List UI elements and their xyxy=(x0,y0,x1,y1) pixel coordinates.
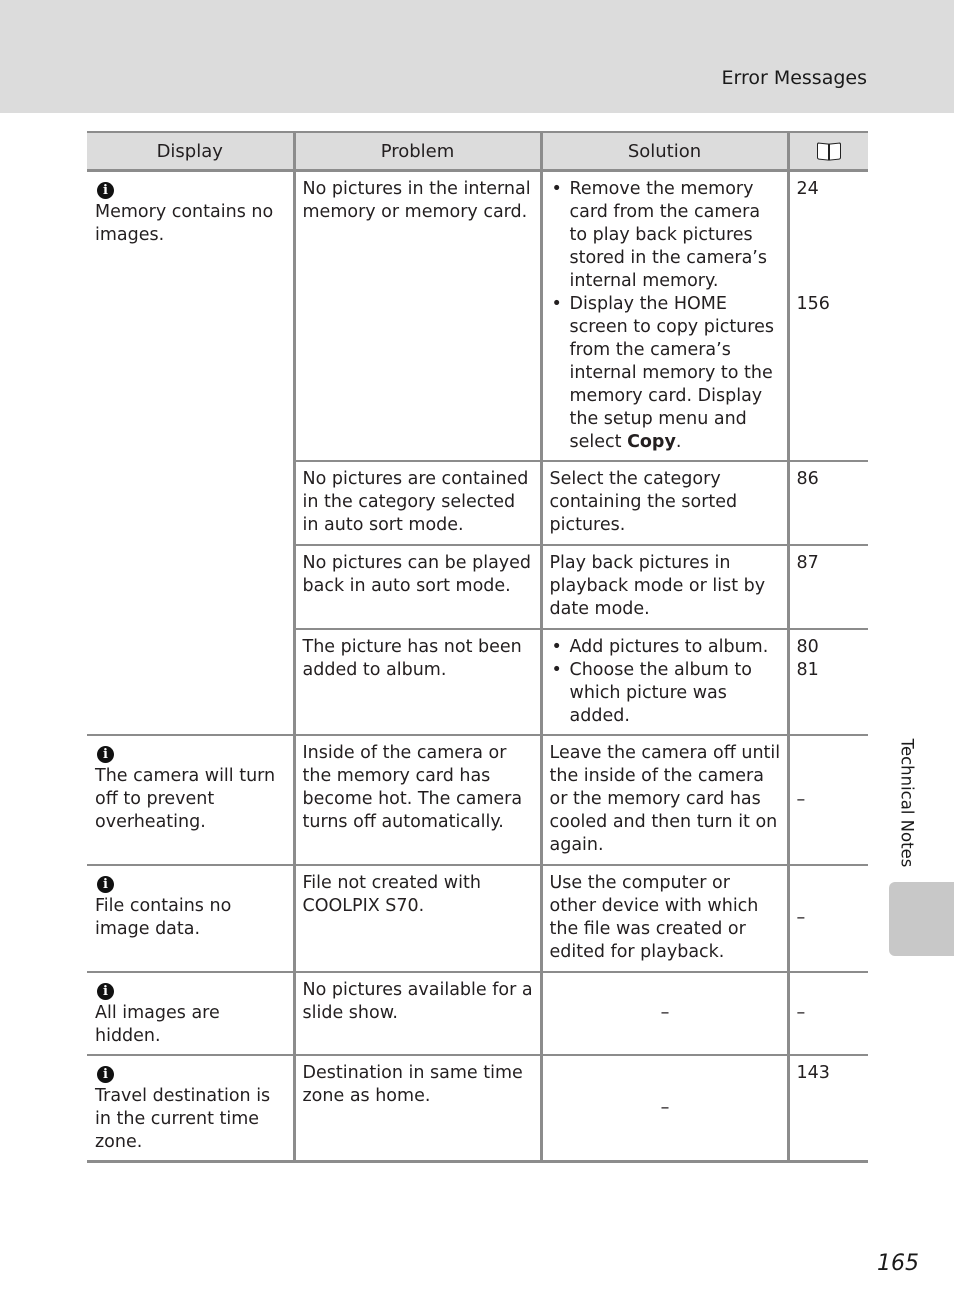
page-number: 165 xyxy=(877,1251,919,1276)
page-ref: 80 xyxy=(796,637,819,657)
column-header-display: Display xyxy=(87,132,294,171)
column-header-problem: Problem xyxy=(294,132,541,171)
table-row xyxy=(87,171,868,462)
page-ref: 156 xyxy=(796,294,830,314)
info-icon: i xyxy=(97,746,114,763)
solution-cell: – xyxy=(541,972,788,1055)
solution-list xyxy=(550,178,781,454)
table-row xyxy=(87,1055,868,1162)
solution-item: • Remove the memory card from the camera to play back pictures stored in the camera’s internal memory. xyxy=(550,178,781,293)
solution-cell xyxy=(541,629,788,735)
table-row xyxy=(87,735,868,865)
problem-cell: No pictures can be played back in auto sort mode. xyxy=(294,545,541,629)
problem-cell: The picture has not been added to album. xyxy=(294,629,541,735)
page-header-title: Error Messages xyxy=(721,67,867,89)
solution-item-bold: Copy xyxy=(627,432,676,452)
info-icon: i xyxy=(97,1066,114,1083)
page-ref: 86 xyxy=(796,469,819,489)
page-ref-cell: – xyxy=(788,972,868,1055)
error-messages-table xyxy=(87,131,868,1163)
display-message: The camera will turn off to prevent overheating. xyxy=(95,766,276,832)
display-cell xyxy=(87,865,294,972)
display-cell xyxy=(87,1055,294,1162)
problem-cell: Destination in same time zone as home. xyxy=(294,1055,541,1162)
page-ref-cell: – xyxy=(788,865,868,972)
display-cell xyxy=(87,735,294,865)
display-message: File contains no image data. xyxy=(95,896,232,939)
solution-cell: Use the computer or other device with which the file was created or edited for playback. xyxy=(541,865,788,972)
page-ref-cell xyxy=(788,461,868,545)
table-header-row xyxy=(87,132,868,171)
display-message: Memory contains no images. xyxy=(95,202,274,245)
problem-cell: Inside of the camera or the memory card has become hot. The camera turns off automatically. xyxy=(294,735,541,865)
table-row xyxy=(87,865,868,972)
solution-cell: – xyxy=(541,1055,788,1162)
page-ref: 24 xyxy=(796,179,819,199)
page-ref: 81 xyxy=(796,660,819,680)
problem-cell: No pictures are contained in the category selected in auto sort mode. xyxy=(294,461,541,545)
section-side-label: Technical Notes xyxy=(897,738,917,868)
column-header-solution: Solution xyxy=(541,132,788,171)
page-ref-cell: 143 xyxy=(788,1055,868,1162)
solution-list xyxy=(550,636,781,728)
page-ref-cell xyxy=(788,171,868,462)
solution-item-text: Display the HOME screen to copy pictures from the camera’s internal memory to the memory card. Display the setup menu and select xyxy=(569,294,774,452)
page-ref-cell xyxy=(788,545,868,629)
solution-cell: Select the category containing the sorted pictures. xyxy=(541,461,788,545)
info-icon: i xyxy=(97,983,114,1000)
problem-cell: No pictures in the internal memory or memory card. xyxy=(294,171,541,462)
solution-cell: Leave the camera off until the inside of the camera or the memory card has cooled and then turn it on again. xyxy=(541,735,788,865)
display-cell xyxy=(87,972,294,1055)
display-message: Travel destination is in the current time zone. xyxy=(95,1086,271,1152)
header-band xyxy=(0,0,954,113)
problem-cell: File not created with COOLPIX S70. xyxy=(294,865,541,972)
section-tab xyxy=(889,882,954,956)
solution-item-tail: . xyxy=(675,432,682,452)
display-message: All images are hidden. xyxy=(95,1003,220,1046)
page-ref: 87 xyxy=(796,553,819,573)
problem-cell: No pictures available for a slide show. xyxy=(294,972,541,1055)
info-icon: i xyxy=(97,182,114,199)
page-ref-cell xyxy=(788,629,868,735)
solution-cell xyxy=(541,171,788,462)
solution-cell: Play back pictures in playback mode or list by date mode. xyxy=(541,545,788,629)
solution-item xyxy=(550,293,781,454)
solution-item: • Choose the album to which picture was added. xyxy=(550,659,781,728)
book-icon xyxy=(817,143,841,161)
page-ref-cell: – xyxy=(788,735,868,865)
display-cell xyxy=(87,171,294,736)
solution-item: • Add pictures to album. xyxy=(550,636,781,659)
column-header-reference xyxy=(788,132,868,171)
info-icon: i xyxy=(97,876,114,893)
table-row xyxy=(87,972,868,1055)
